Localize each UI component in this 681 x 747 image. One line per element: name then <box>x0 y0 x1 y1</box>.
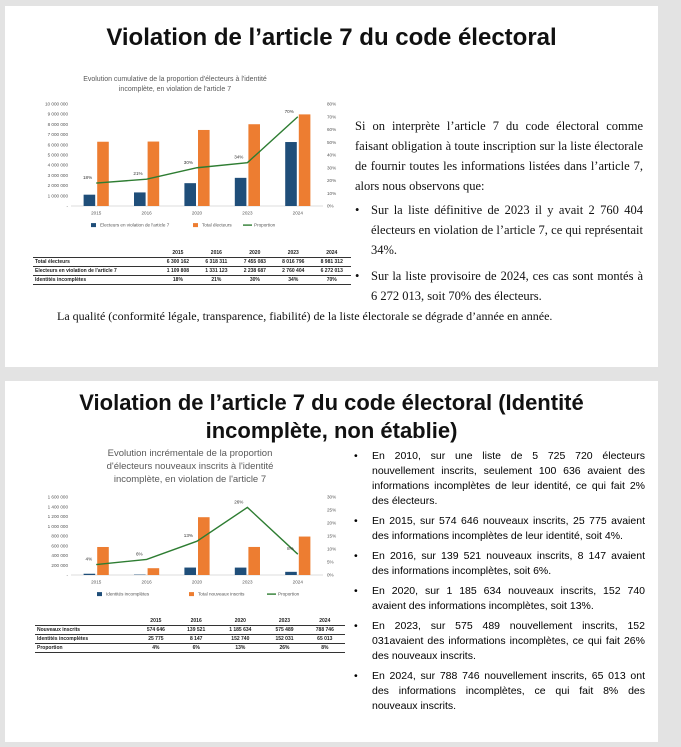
proportion-label: 21% <box>133 171 143 177</box>
y2-tick-label: 15% <box>327 533 337 539</box>
table-cell: 139 521 <box>176 626 216 635</box>
y-tick-label: - <box>66 203 68 209</box>
bar-3 <box>235 178 247 206</box>
legend-swatch <box>97 592 102 596</box>
x-tick-label: 2024 <box>292 579 303 585</box>
slide-1-text <box>355 116 643 312</box>
table-cell: Identités incomplètes <box>35 635 136 644</box>
bullet-item: • En 2010, sur une liste de 5 725 720 électeurs nouvellement inscrits, seulement 100 636 avaient des informations incomplètes de leur identité, ce qui fait 2% des électeurs. <box>350 449 645 509</box>
chart-2-title <box>75 447 305 486</box>
x-tick-label: 2015 <box>91 579 102 585</box>
y-tick-label: 2 000 000 <box>47 183 68 189</box>
table-cell: 2 760 404 <box>274 267 312 276</box>
y-tick-label: 800 000 <box>51 533 68 539</box>
table-row <box>33 258 351 267</box>
y-tick-label: 10 000 000 <box>45 101 68 107</box>
table-cell: 34% <box>274 276 312 285</box>
table-header-cell: 2016 <box>197 249 235 258</box>
slide-1 <box>5 6 658 367</box>
legend-entry: Total électeurs <box>202 222 232 228</box>
table-cell: Proportion <box>35 644 136 653</box>
table-row <box>35 644 345 653</box>
y-tick-label: - <box>66 572 68 578</box>
y2-tick-label: 30% <box>327 165 337 171</box>
table-header-cell: 2024 <box>313 249 352 258</box>
y-tick-label: 8 000 000 <box>47 121 68 127</box>
table-cell: Nouveaux inscrits <box>35 626 136 635</box>
proportion-line <box>96 117 298 183</box>
y2-tick-label: 0% <box>327 572 334 578</box>
table-header-cell: 2020 <box>216 617 264 626</box>
y-tick-label: 6 000 000 <box>47 142 68 148</box>
bullet-item: • Sur la liste provisoire de 2024, ces cas sont montés à 6 272 013, soit 70% des électeurs. <box>355 266 643 306</box>
data-table-1 <box>33 249 351 285</box>
table-header-cell: 2020 <box>236 249 274 258</box>
table-header-cell <box>35 617 136 626</box>
proportion-label: 34% <box>234 154 244 160</box>
y2-tick-label: 25% <box>327 507 337 513</box>
bullet-item: • Sur la liste définitive de 2023 il y avait 2 760 404 électeurs en violation de l’article 7, ce qui représentait 34%. <box>355 200 643 260</box>
table-cell: 21% <box>197 276 235 285</box>
y-tick-label: 1 000 000 <box>47 523 68 529</box>
bar-total-1 <box>148 142 160 206</box>
bar-0 <box>84 195 96 206</box>
y2-tick-label: 20% <box>327 178 337 183</box>
y2-tick-label: 10% <box>327 190 337 196</box>
table-cell: 18% <box>159 276 197 285</box>
table-cell: 575 489 <box>264 626 304 635</box>
y2-tick-label: 60% <box>327 127 337 132</box>
bar-3 <box>235 568 247 575</box>
bar-total-4 <box>299 114 311 206</box>
proportion-label: 30% <box>183 159 193 165</box>
bar-total-4 <box>299 537 311 575</box>
bar-total-3 <box>248 547 260 575</box>
table-cell: 6 272 013 <box>313 267 352 276</box>
chart-2 <box>27 489 357 605</box>
chart-1-title <box>45 75 305 95</box>
legend-swatch <box>193 223 198 227</box>
y-tick-label: 1 000 000 <box>47 193 68 199</box>
table-cell: 1 331 123 <box>197 267 235 276</box>
legend-entry: Identités incomplètes <box>106 591 150 597</box>
y-tick-label: 1 600 000 <box>47 494 68 500</box>
table-row <box>35 626 345 635</box>
x-tick-label: 2023 <box>242 210 253 216</box>
bullet-item: • En 2015, sur 574 646 nouveaux inscrits, 25 775 avaient des informations incomplètes de leur identité, soit 4%. <box>350 514 645 544</box>
x-tick-label: 2016 <box>141 210 152 216</box>
table-row <box>33 276 351 285</box>
chart-2-title-line-1: Evolution incrémentale de la proportion <box>107 448 273 459</box>
y2-tick-label: 50% <box>327 139 337 145</box>
y2-tick-label: 30% <box>327 494 337 500</box>
table-cell: 8% <box>305 644 345 653</box>
table-cell: 8 147 <box>176 635 216 644</box>
bar-total-1 <box>148 568 160 575</box>
bar-1 <box>134 192 146 206</box>
table-cell: 25 775 <box>136 635 176 644</box>
legend-entry: Proportion <box>254 222 276 228</box>
y-tick-label: 4 000 000 <box>47 162 68 168</box>
y-tick-label: 400 000 <box>51 553 68 558</box>
data-table-2 <box>35 617 345 653</box>
bar-total-2 <box>198 517 210 575</box>
table-cell: 30% <box>236 276 274 285</box>
slide-1-bullets <box>355 200 643 306</box>
table-cell: 152 031 <box>264 635 304 644</box>
x-tick-label: 2016 <box>141 579 152 585</box>
table-cell: 1 109 808 <box>159 267 197 276</box>
y2-tick-label: 0% <box>327 203 334 209</box>
table-cell: 8 016 796 <box>274 258 312 267</box>
proportion-label: 13% <box>183 533 193 539</box>
bullet-item: • En 2023, sur 575 489 nouvellement inscrits, 152 031avaient des informations incomplètes, ce qui fait 26% des nouveaux inscrits. <box>350 619 645 664</box>
proportion-label: 26% <box>234 499 244 505</box>
table-cell: 1 185 634 <box>216 626 264 635</box>
y-tick-label: 600 000 <box>51 543 68 549</box>
y2-tick-label: 80% <box>327 101 337 107</box>
y2-tick-label: 20% <box>327 520 337 526</box>
y2-tick-label: 40% <box>327 152 337 158</box>
bar-total-0 <box>97 547 109 575</box>
chart-2-title-line-2: d'électeurs nouveaux inscrits à l'identité <box>106 461 274 472</box>
table-cell: 4% <box>136 644 176 653</box>
table-cell: 788 746 <box>305 626 345 635</box>
table-cell: 6 318 311 <box>197 258 235 267</box>
legend-swatch <box>91 223 96 227</box>
proportion-label: 70% <box>284 108 294 114</box>
table-cell: 70% <box>313 276 352 285</box>
bullet-item: • En 2020, sur 1 185 634 nouveaux inscrits, 152 740 avaient des informations incomplètes, soit 13%. <box>350 584 645 614</box>
slide-1-bottom-text: La qualité (conformité légale, transparence, fiabilité) de la liste électorale se dégrade d’année en année. <box>57 309 553 323</box>
y-tick-label: 1 400 000 <box>47 504 68 510</box>
chart-1-title-line-1: Evolution cumulative de la proportion d'électeurs à l'identité <box>83 76 267 83</box>
proportion-label: 18% <box>82 175 93 181</box>
bullet-item: • En 2016, sur 139 521 nouveaux inscrits, 8 147 avaient des informations incomplètes, soit 6%. <box>350 549 645 579</box>
table-cell: 2 238 687 <box>236 267 274 276</box>
table-cell: 65 013 <box>305 635 345 644</box>
x-tick-label: 2015 <box>91 210 102 216</box>
y-tick-label: 5 000 000 <box>47 152 68 158</box>
table-header-cell <box>33 249 159 258</box>
y-tick-label: 7 000 000 <box>47 132 68 138</box>
table-cell: 574 646 <box>136 626 176 635</box>
table-header-row <box>35 617 345 626</box>
chart-2-title-line-3: incomplète, en violation de l'article 7 <box>113 474 267 485</box>
x-tick-label: 2023 <box>242 579 253 585</box>
legend-entry: Proportion <box>278 591 300 597</box>
bullet-item: • En 2024, sur 788 746 nouvellement inscrits, 65 013 ont des informations incomplètes, ce qui fait 8% des nouveaux inscrits. <box>350 669 645 714</box>
table-header-cell: 2024 <box>305 617 345 626</box>
proportion-line <box>96 507 298 564</box>
table-header-cell: 2023 <box>264 617 304 626</box>
table-cell: 26% <box>264 644 304 653</box>
chart-1 <box>27 98 357 238</box>
bar-0 <box>84 574 96 575</box>
x-tick-label: 2020 <box>191 210 203 216</box>
slide-2 <box>5 381 658 742</box>
bar-2 <box>184 568 196 575</box>
chart-1-title-line-2: incomplète, en violation de l'article 7 <box>118 86 232 93</box>
table-header-cell: 2016 <box>176 617 216 626</box>
bar-total-3 <box>248 124 260 206</box>
table-cell: 8 981 312 <box>313 258 352 267</box>
proportion-label: 4% <box>85 556 93 562</box>
slide-2-bullets <box>350 449 645 719</box>
y2-tick-label: 70% <box>327 114 337 120</box>
bar-4 <box>285 142 297 206</box>
table-cell: Total électeurs <box>33 258 159 267</box>
slide-1-paragraph: Si on interprète l’article 7 du code électoral comme faisant obligation à toute inscription sur la liste électorale de fournir toutes les informations listées dans l’article 7, alors nous observons que: <box>355 119 643 193</box>
slide-1-title: Violation de l’article 7 du code électoral <box>106 24 557 51</box>
table-header-cell: 2023 <box>274 249 312 258</box>
legend-entry: Total nouveaux inscrits <box>198 591 245 597</box>
table-header-row <box>33 249 351 258</box>
legend-entry: Electeurs en violation de l'article 7 <box>100 222 170 228</box>
bar-total-0 <box>97 142 109 206</box>
table-row <box>33 267 351 276</box>
table-cell: 7 455 083 <box>236 258 274 267</box>
table-cell: Electeurs en violation de l'article 7 <box>33 267 159 276</box>
y2-tick-label: 10% <box>327 546 337 552</box>
y2-tick-label: 5% <box>327 559 334 565</box>
proportion-label: 6% <box>135 551 143 557</box>
table-cell: 6 300 162 <box>159 258 197 267</box>
x-tick-label: 2024 <box>292 210 303 216</box>
y-tick-label: 1 200 000 <box>47 514 68 519</box>
table-row <box>35 635 345 644</box>
table-cell: Identités incomplètes <box>33 276 159 285</box>
table-cell: 152 740 <box>216 635 264 644</box>
y-tick-label: 9 000 000 <box>47 111 68 117</box>
bar-2 <box>184 183 196 206</box>
table-header-cell: 2015 <box>159 249 197 258</box>
proportion-label: 8% <box>287 546 294 552</box>
table-cell: 13% <box>216 644 264 653</box>
legend-swatch <box>189 592 194 596</box>
table-cell: 6% <box>176 644 216 653</box>
y-tick-label: 3 000 000 <box>47 172 68 178</box>
bar-4 <box>285 572 297 575</box>
y-tick-label: 200 000 <box>51 562 68 568</box>
slide-2-title: Violation de l’article 7 du code électoral (Identité incomplète, non établie) <box>79 390 584 443</box>
table-header-cell: 2015 <box>136 617 176 626</box>
x-tick-label: 2020 <box>191 579 203 585</box>
